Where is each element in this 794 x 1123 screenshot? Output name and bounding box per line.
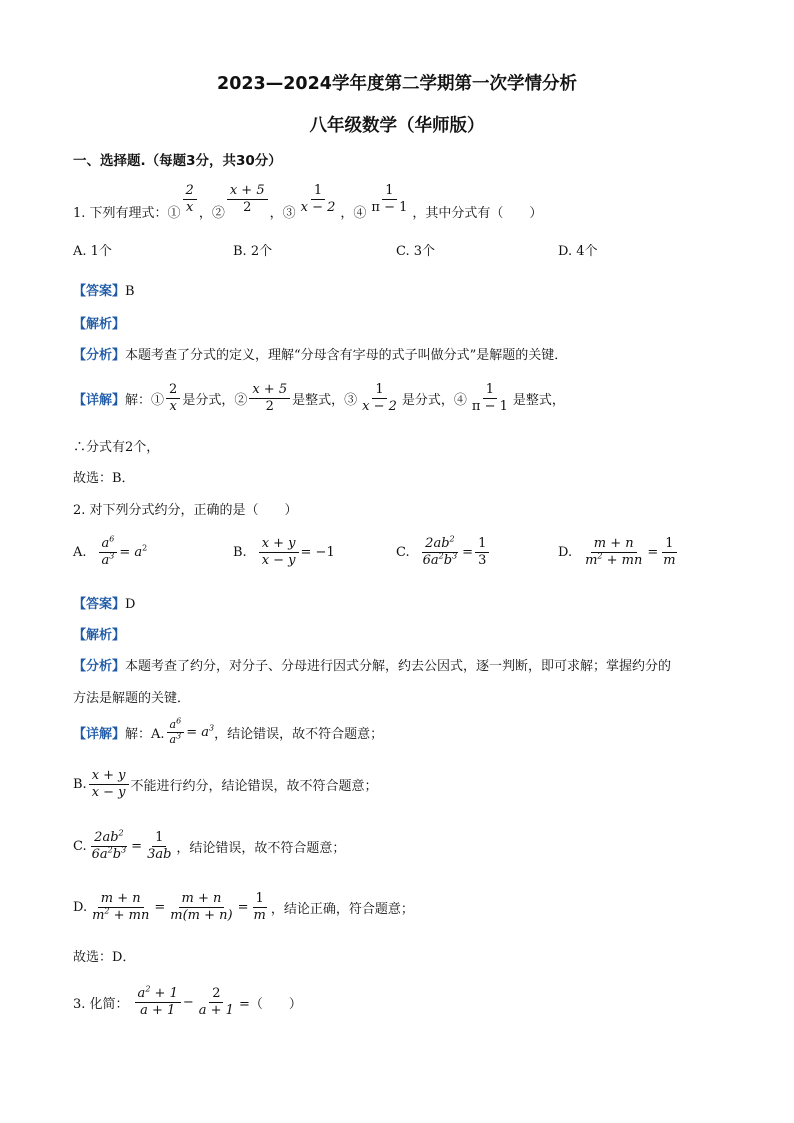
q2-answer: 【答案】D <box>73 597 136 612</box>
q1-choose: 故选：B． <box>73 471 135 486</box>
q2-detail-a: 【详解】 解：A. $\frac{a^6}{a^3}$ = $a^3$ ，结论错误，故不符合题意； <box>73 716 384 746</box>
q2-option-a: A. $\frac{a^6}{a^3}$ = $a^2$ <box>73 534 148 568</box>
q1-analysis-label: 【解析】 <box>73 317 126 332</box>
question-2-stem: 2. 对下列分式约分，正确的是（ ） <box>73 503 298 518</box>
q2-choose: 故选：D． <box>73 950 136 965</box>
q2-detail-d: D. $\frac{m + n}{m^2 + mn}$ = $\frac{m + n}{m(m + n)}$ = $\frac{1}{m}$ ，结论正确，符合题意； <box>73 890 414 923</box>
q2-detail-c: C. $\frac{2ab^2}{6a^2b^3}$ = $\frac{1}{3ab}$ ，结论错误，故不符合题意； <box>73 828 346 862</box>
q1-option-c: C. 3个 <box>396 244 436 259</box>
q2-fenxi-line1: 【分析】本题考查了约分，对分子、分母进行因式分解，约去公因式，逐一判断，即可求解；掌握约分的 <box>73 659 672 674</box>
page-title-line2: 八年级数学（华师版） <box>309 116 485 136</box>
q1-fraction-1: $\frac{2}{x}$ <box>183 184 197 214</box>
q1-fenxi: 【分析】本题考查了分式的定义，理解“分母含有字母的式子叫做分式”是解题的关键． <box>73 348 568 363</box>
q2-option-c: C. $\frac{2ab^2}{6a^2b^3}$ = $\frac{1}{3}$ <box>396 530 491 574</box>
q2-fenxi-line2: 方法是解题的关键． <box>73 691 191 706</box>
q2-analysis-label: 【解析】 <box>73 628 126 643</box>
q1-fraction-2: $\frac{x + 5}{2}$ <box>227 184 268 214</box>
question-3-stem: 3. 化简： $\frac{a^2 + 1}{a + 1}$ − $\frac{2}{a + 1}$ =（ ） <box>73 984 302 1018</box>
q2-option-b: B. $\frac{x + y}{x - y}$ = −1 <box>233 535 335 568</box>
q1-fraction-4: $\frac{1}{\pi - 1}$ <box>371 182 408 215</box>
q1-option-b: B. 2个 <box>233 244 273 259</box>
q1-option-d: D. 4个 <box>558 244 598 259</box>
q1-lead: 1. 下列有理式：① <box>73 205 181 221</box>
section-heading: 一、选择题.（每题3分，共30分） <box>73 153 282 169</box>
q1-fraction-3: $\frac{1}{x - 2}$ <box>300 182 336 215</box>
q1-therefore: ∴分式有2个， <box>73 440 160 455</box>
page-title-line1: 2023—2024学年度第二学期第一次学情分析 <box>217 74 577 94</box>
question-1-stem: 1. 下列有理式：① $\frac{2}{x}$ ，② $\frac{x + 5}{2}$ ，③ $\frac{1}{x - 2}$ ，④ $\frac{1}{\pi - 1}$ ，其中分式有（ ） <box>73 182 543 221</box>
q2-detail-b: B. $\frac{x + y}{x - y}$ 不能进行约分，结论错误，故不符合题意； <box>73 767 378 800</box>
q1-option-a: A. 1个 <box>73 244 112 259</box>
q1-answer: 【答案】B <box>73 284 135 299</box>
q1-detail: 【详解】 解：① $\frac{2}{x}$ 是分式，② $\frac{x + 5}{2}$ 是整式，③ $\frac{1}{x - 2}$ 是分式，④ $\frac{1}{\pi - 1}$ 是整式， <box>73 381 565 414</box>
q2-option-d: D. $\frac{m + n}{m^2 + mn}$ = $\frac{1}{m}$ <box>558 535 676 568</box>
